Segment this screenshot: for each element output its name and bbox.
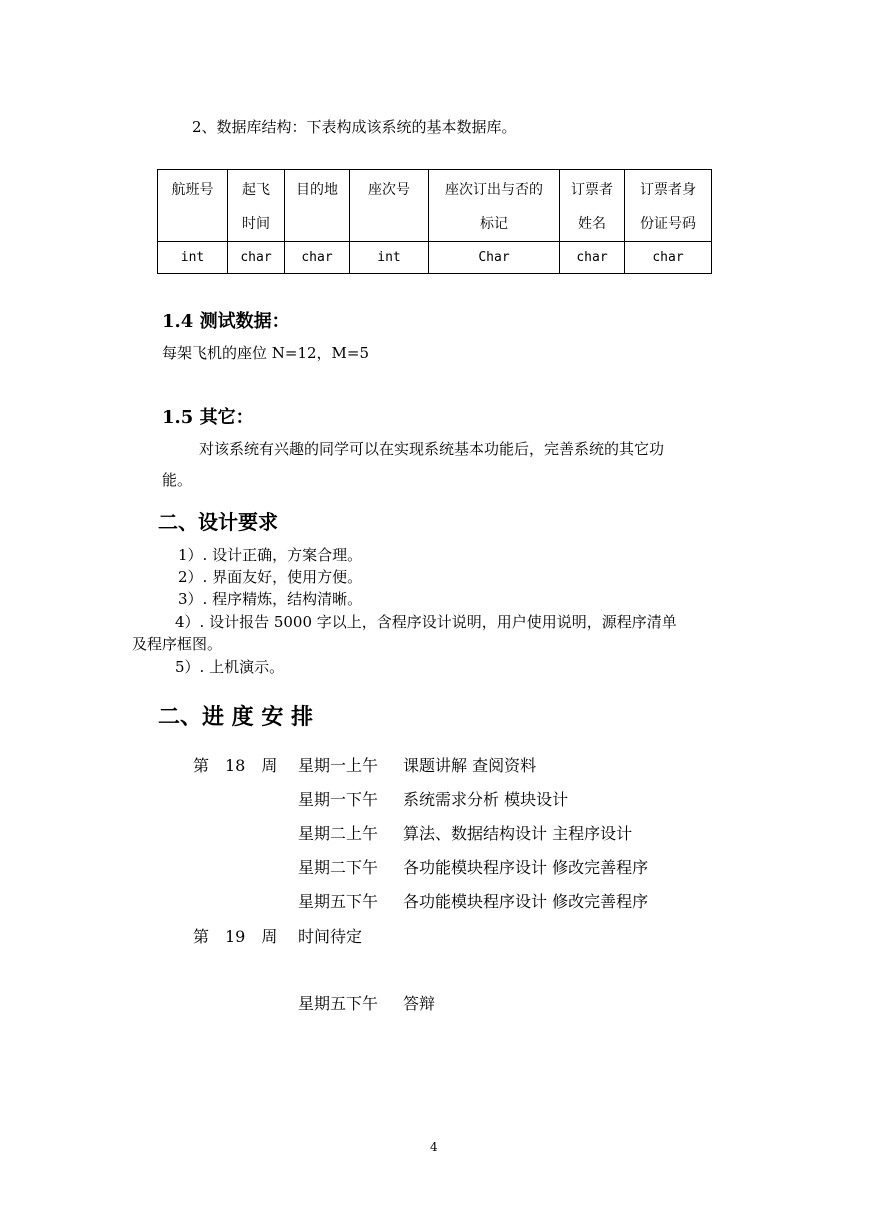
header-cell: 订票者 姓名 [560, 170, 625, 242]
schedule-time: 星期二下午 [298, 858, 379, 877]
table-header-row [158, 170, 712, 242]
schedule-time: 星期一下午 [298, 790, 379, 809]
schedule-task: 算法、数据结构设计 主程序设计 [403, 824, 633, 843]
week-19-text: 时间待定 [298, 927, 363, 946]
schedule-heading: 二、进 度 安 排 [158, 704, 313, 730]
design-item: 4）. 设计报告 5000 字以上，含程序设计说明，用户使用说明，源程序清单 [175, 613, 677, 631]
week-18-label: 第 18 周 [193, 756, 278, 775]
type-cell: char [228, 242, 285, 274]
header-cell: 座次订出与否的 标记 [429, 170, 560, 242]
other-text-line2: 能。 [162, 471, 193, 489]
type-cell: char [560, 242, 625, 274]
design-heading: 二、设计要求 [158, 510, 278, 534]
schedule-task: 各功能模块程序设计 修改完善程序 [403, 892, 649, 911]
type-cell: char [625, 242, 712, 274]
design-item: 2）. 界面友好，使用方便。 [178, 568, 363, 586]
database-table [157, 169, 712, 274]
other-text-line1: 对该系统有兴趣的同学可以在实现系统基本功能后，完善系统的其它功 [199, 440, 665, 458]
schedule-time: 星期五下午 [298, 892, 379, 911]
header-cell: 座次号 [350, 170, 429, 242]
schedule-task: 课题讲解 查阅资料 [403, 756, 537, 775]
header-cell: 目的地 [285, 170, 350, 242]
page-number: 4 [430, 1140, 438, 1154]
design-item: 5）. 上机演示。 [175, 658, 285, 676]
header-cell: 航班号 [158, 170, 228, 242]
type-cell: char [285, 242, 350, 274]
design-item: 3）. 程序精炼，结构清晰。 [178, 590, 363, 608]
type-cell: int [158, 242, 228, 274]
design-item: 1）. 设计正确，方案合理。 [178, 546, 363, 564]
schedule-time: 星期二上午 [298, 824, 379, 843]
design-item: 及程序框图。 [132, 635, 223, 653]
table-row [158, 242, 712, 274]
test-data-text: 每架飞机的座位 N=12，M=5 [162, 344, 370, 362]
week-19-label: 第 19 周 [193, 927, 278, 946]
schedule-task: 各功能模块程序设计 修改完善程序 [403, 858, 649, 877]
header-cell: 起飞 时间 [228, 170, 285, 242]
schedule-task: 答辩 [403, 994, 436, 1013]
test-data-heading: 1.4 测试数据： [162, 311, 290, 332]
schedule-time: 星期五下午 [298, 994, 379, 1013]
schedule-task: 系统需求分析 模块设计 [403, 790, 569, 809]
type-cell: int [350, 242, 429, 274]
header-cell: 订票者身 份证号码 [625, 170, 712, 242]
schedule-time: 星期一上午 [298, 756, 379, 775]
other-heading: 1.5 其它： [162, 407, 254, 428]
db-intro: 2、数据库结构：下表构成该系统的基本数据库。 [192, 118, 517, 136]
type-cell: Char [429, 242, 560, 274]
